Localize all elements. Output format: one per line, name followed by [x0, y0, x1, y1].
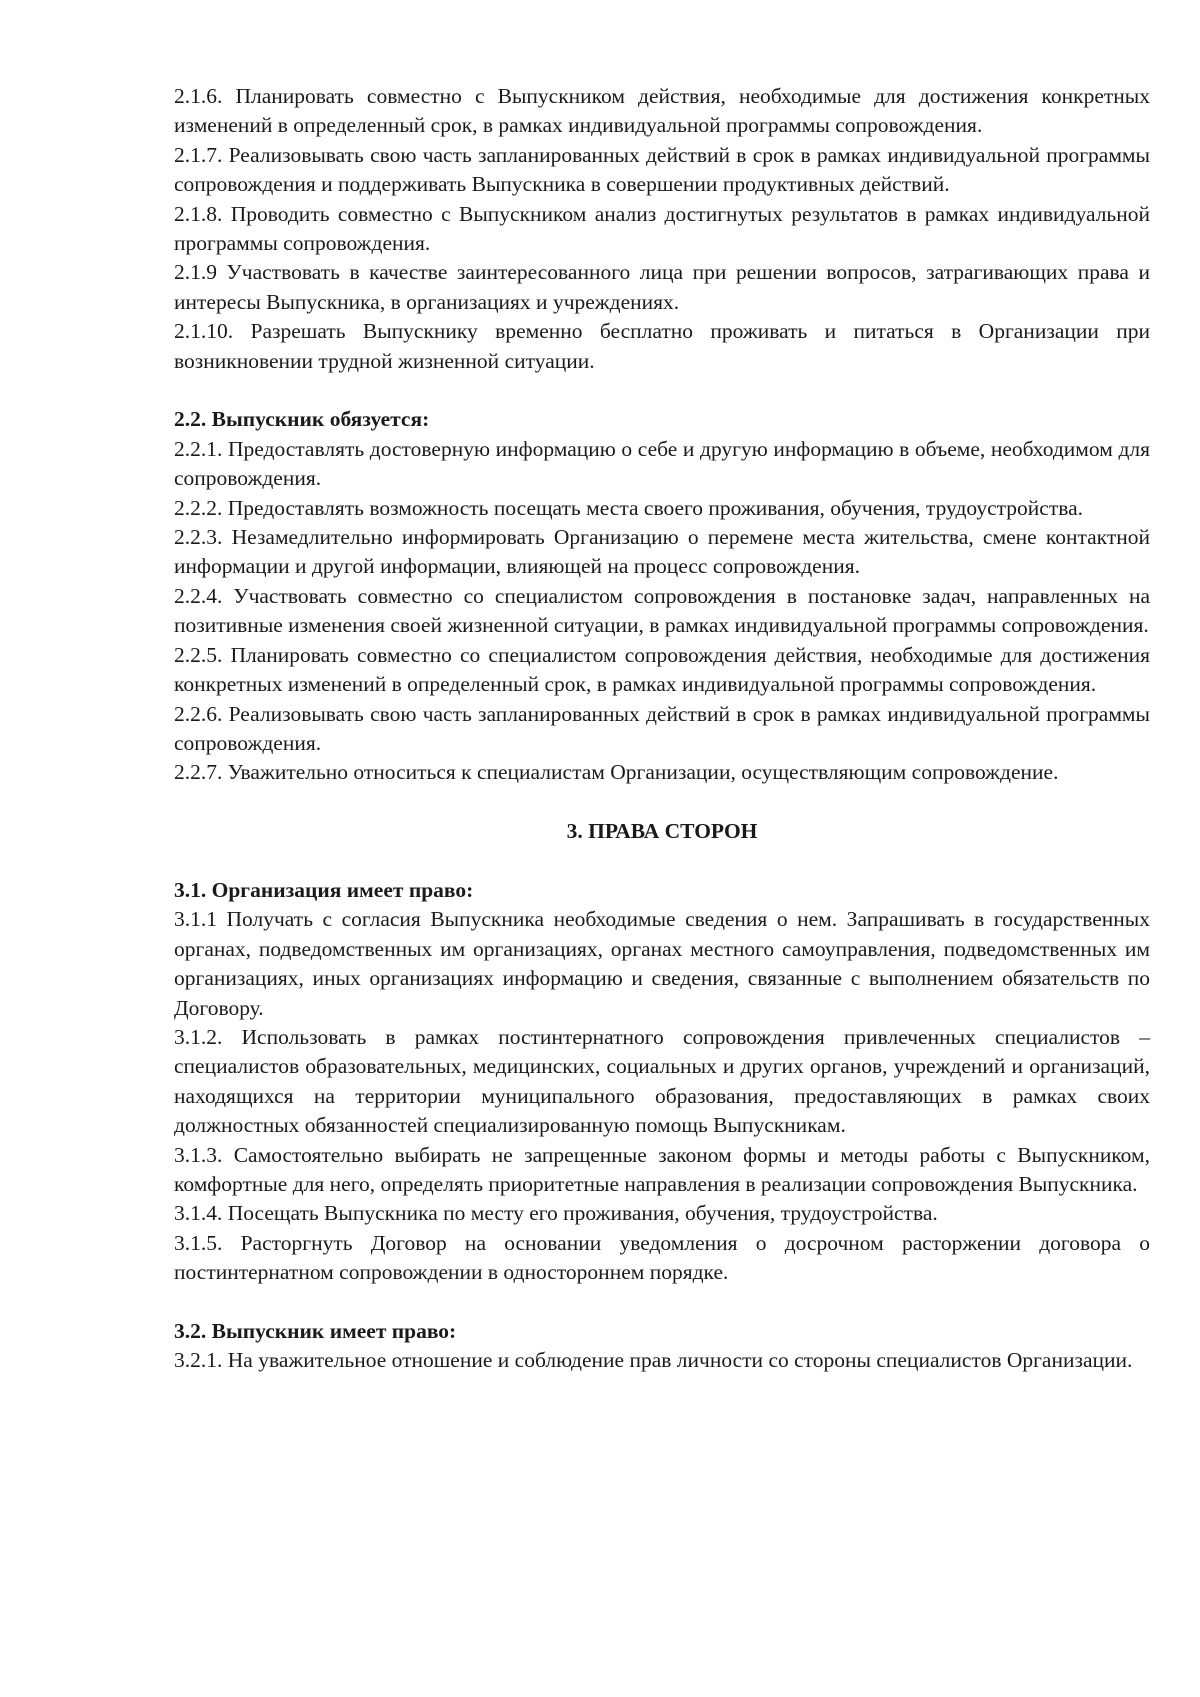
spacer — [174, 847, 1150, 876]
clause-2-1-7: 2.1.7. Реализовывать свою часть запланированных действий в срок в рамках индивидуальной программы сопровождения и поддерживать Выпускника в совершении продуктивных действий. — [174, 142, 1150, 197]
clause-3-1-4: 3.1.4. Посещать Выпускника по месту его проживания, обучения, трудоустройства. — [174, 1201, 938, 1226]
clause-3-1-2: 3.1.2. Использовать в рамках постинтернатного сопровождения привлеченных специалистов – специалистов образовательных, медицинских, социальных и других органов, учреждений и организаций, находящихся на территории муниципального образования, предоставляющих в рамках своих должностных обязанностей специализированную помощь Выпускникам. — [174, 1024, 1150, 1138]
clause-2-2-3: 2.2.3. Незамедлительно информировать Организацию о перемене места жительства, смене контактной информации и другой информации, влияющей на процесс сопровождения. — [174, 525, 1150, 579]
document-page — [174, 82, 1150, 1376]
clause-3-1-3: 3.1.3. Самостоятельно выбирать не запрещенные законом формы и методы работы с Выпускником, комфортные для него, определять приоритетные направления в реализации сопровождения Выпускника. — [174, 1142, 1150, 1196]
clause-2-2-2: 2.2.2. Предоставлять возможность посещать места своего проживания, обучения, трудоустройства. — [174, 495, 1084, 520]
clause-3-2-1: 3.2.1. На уважительное отношение и соблюдение прав личности со стороны специалистов Организации. — [174, 1348, 1133, 1373]
clause-2-1-9: 2.1.9 Участвовать в качестве заинтересованного лица при решении вопросов, затрагивающих права и интересы Выпускника, в организациях и учреждениях. — [174, 260, 1150, 314]
clause-3-1-1: 3.1.1 Получать с согласия Выпускника необходимые сведения о нем. Запрашивать в государственных органах, подведомственных им организациях, органах местного самоуправления, подведомственных им организациях, иных организациях информацию и сведения, связанные с выполнением обязательств по Договору. — [174, 907, 1150, 1020]
clause-2-2-5: 2.2.5. Планировать совместно со специалистом сопровождения действия, необходимые для достижения конкретных изменений в определенный срок, в рамках индивидуальной программы сопровождения. — [174, 642, 1150, 697]
clause-3-1-5: 3.1.5. Расторгнуть Договор на основании уведомления о досрочном расторжении договора о постинтернатном сопровождении в одностороннем порядке. — [174, 1230, 1150, 1285]
clause-2-2-1: 2.2.1. Предоставлять достоверную информацию о себе и другую информацию в объеме, необходимом для сопровождения. — [174, 436, 1150, 491]
clause-2-1-6: 2.1.6. Планировать совместно с Выпускником действия, необходимые для достижения конкретных изменений в определенный срок, в рамках индивидуальной программы сопровождения. — [174, 84, 1150, 138]
clause-2-2-4: 2.2.4. Участвовать совместно со специалистом сопровождения в постановке задач, направленных на позитивные изменения своей жизненной ситуации, в рамках индивидуальной программы сопровождения. — [174, 583, 1150, 638]
section-3-title: 3. ПРАВА СТОРОН — [566, 819, 758, 844]
section-3-2-heading: 3.2. Выпускник имеет право: — [174, 1319, 457, 1343]
spacer — [174, 376, 1150, 405]
section-3-1-heading: 3.1. Организация имеет право: — [174, 877, 474, 902]
clause-2-2-7: 2.2.7. Уважительно относиться к специалистам Организации, осуществляющим сопровождение. — [174, 760, 1059, 785]
spacer — [174, 1288, 1150, 1317]
clause-2-1-8: 2.1.8. Проводить совместно с Выпускником анализ достигнутых результатов в рамках индивидуальной программы сопровождения. — [174, 201, 1150, 256]
section-2-2-heading: 2.2. Выпускник обязуется: — [174, 407, 430, 432]
clause-2-2-6: 2.2.6. Реализовывать свою часть запланированных действий в срок в рамках индивидуальной программы сопровождения. — [174, 701, 1150, 755]
spacer — [174, 788, 1150, 817]
clause-2-1-10: 2.1.10. Разрешать Выпускнику временно бесплатно проживать и питаться в Организации при возникновении трудной жизненной ситуации. — [174, 319, 1150, 373]
